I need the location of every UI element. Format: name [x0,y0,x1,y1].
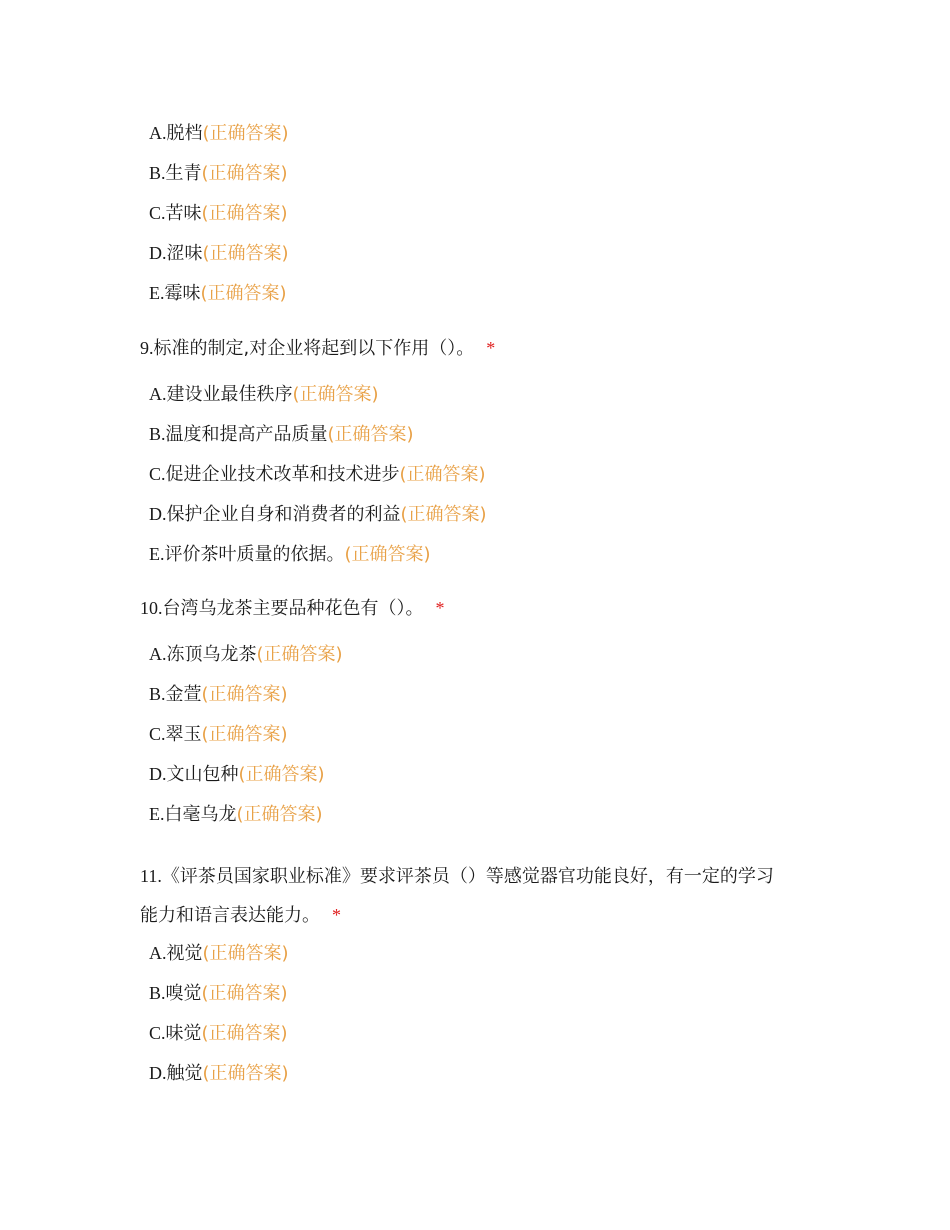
correct-answer-tag: (正确答案) [201,163,288,184]
q9-option-c [149,462,486,487]
question-11 [140,857,840,935]
question-number: 9. [140,338,154,358]
correct-answer-tag: (正确答案) [327,424,414,445]
required-mark: * [332,905,341,925]
required-mark: * [435,598,445,618]
correct-answer-tag: (正确答案) [201,203,288,224]
option-letter: A. [149,943,167,963]
option-letter: A. [149,644,167,664]
option-letter: E. [149,283,165,303]
option-text: 冻顶乌龙茶 [166,644,257,665]
question-number: 11. [140,866,162,886]
correct-answer-tag: (正确答案) [344,544,431,565]
option-letter: C. [149,464,166,484]
q8-option-d [149,241,289,266]
option-letter: B. [149,163,166,183]
option-letter: D. [149,764,167,784]
q10-option-c [149,722,288,747]
correct-answer-tag: (正确答案) [200,283,287,304]
q11-option-a [149,941,289,966]
q8-option-c [149,201,288,226]
option-letter: B. [149,684,166,704]
q9-option-e [149,542,431,567]
option-text: 金萱 [165,684,202,705]
correct-answer-tag: (正确答案) [202,243,289,264]
q11-option-c [149,1021,288,1046]
q8-option-e [149,281,287,306]
option-letter: E. [149,804,165,824]
question-text: 台湾乌龙茶主要品种花色有（）。 [162,598,424,619]
q9-option-d [149,502,487,527]
option-text: 白毫乌龙 [164,804,237,825]
option-letter: C. [149,724,166,744]
option-text: 苦味 [165,203,202,224]
question-9 [140,336,820,361]
option-letter: B. [149,424,166,444]
option-letter: C. [149,1023,166,1043]
q11-option-d [149,1061,289,1086]
option-text: 保护企业自身和消费者的利益 [166,504,401,525]
option-text: 促进企业技术改革和技术进步 [165,464,400,485]
option-text: 温度和提高产品质量 [165,424,328,445]
option-letter: A. [149,123,167,143]
option-text: 评价茶叶质量的依据。 [164,544,345,565]
option-letter: D. [149,1063,167,1083]
question-number: 10. [140,598,163,618]
option-letter: A. [149,384,167,404]
option-text: 建设业最佳秩序 [166,384,293,405]
correct-answer-tag: (正确答案) [201,1023,288,1044]
correct-answer-tag: (正确答案) [202,1063,289,1084]
correct-answer-tag: (正确答案) [292,384,379,405]
option-text: 文山包种 [166,764,239,785]
correct-answer-tag: (正确答案) [399,464,486,485]
option-letter: C. [149,203,166,223]
question-text-line2: 能力和语言表达能力。 [140,905,320,926]
option-text: 脱档 [166,123,203,144]
option-text: 翠玉 [165,724,202,745]
option-text: 触觉 [166,1063,203,1084]
option-text: 生青 [165,163,202,184]
correct-answer-tag: (正确答案) [202,123,289,144]
question-text: 标准的制定,对企业将起到以下作用（）。 [153,338,475,359]
q11-option-b [149,981,288,1006]
q9-option-a [149,382,379,407]
correct-answer-tag: (正确答案) [236,804,323,825]
q10-option-b [149,682,288,707]
q8-option-b [149,161,288,186]
question-text-line1: 《评茶员国家职业标准》要求评茶员（）等感觉器官功能良好，有一定的学习 [161,866,774,887]
option-text: 霉味 [164,283,201,304]
option-letter: E. [149,544,165,564]
q10-option-e [149,802,323,827]
q10-option-a [149,642,343,667]
option-text: 视觉 [166,943,203,964]
q9-option-b [149,422,414,447]
correct-answer-tag: (正确答案) [201,684,288,705]
correct-answer-tag: (正确答案) [256,644,343,665]
correct-answer-tag: (正确答案) [202,943,289,964]
option-text: 涩味 [166,243,203,264]
option-text: 嗅觉 [165,983,202,1004]
correct-answer-tag: (正确答案) [238,764,325,785]
required-mark: * [486,338,496,358]
question-10 [140,596,820,621]
q8-option-a [149,121,289,146]
correct-answer-tag: (正确答案) [201,983,288,1004]
option-text: 味觉 [165,1023,202,1044]
q10-option-d [149,762,325,787]
correct-answer-tag: (正确答案) [201,724,288,745]
correct-answer-tag: (正确答案) [400,504,487,525]
option-letter: B. [149,983,166,1003]
option-letter: D. [149,504,167,524]
option-letter: D. [149,243,167,263]
